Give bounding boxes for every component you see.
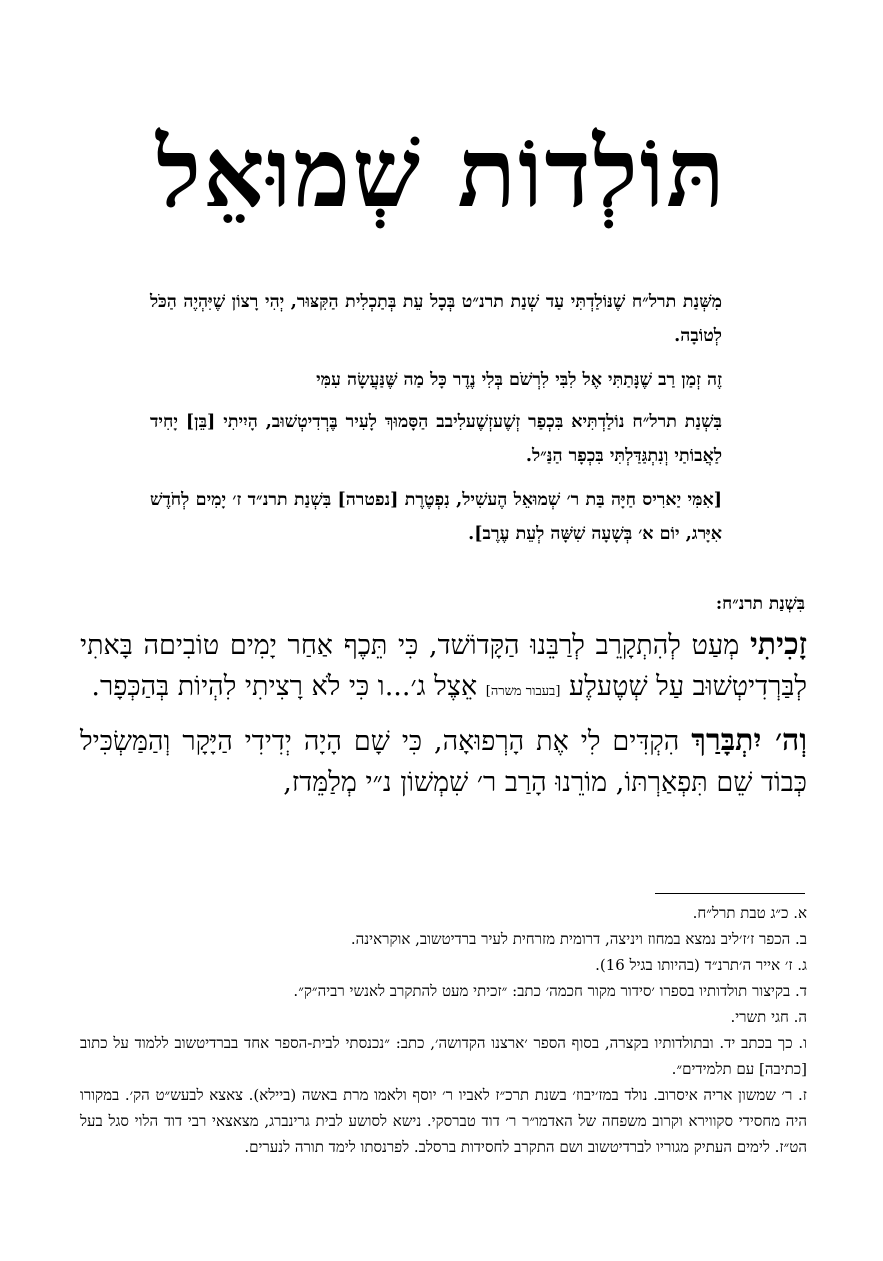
body-text-span: הִקְדִּים לִי אֶת הָרְפוּאָה, כִּי שָׁם הָיָה יְדִידִי הַיָּקָר וְהַמַּשְׂכִּיל כְּבוֹד שֵׁם תִּפְאַרְתּוֹ, מוֹרֵנוּ הָרַב ר׳ שִׁמְשׁוֹן נ״י מְלַמֵּדז, <box>80 726 807 798</box>
intro-paragraph: [אִמִּי יַארִיס חַיָּה בַּת ר׳ שְׁמוּאֵל הֶעשִׁיל, נִפְטֶרֶת [נפטרה] בִּשְׁנַת תרנ״ד ז׳ יָמִים לְחֹדֶשׁ אִיָּרג, יוֹם א׳ בְּשָׁעָה שִׁשָּׁה לְעֵת עֶרֶב]. <box>150 490 723 544</box>
body-paragraph <box>80 624 807 712</box>
lead-word: זָכִיתִי <box>749 627 807 662</box>
footnote: ב. הכפר ז׳ז׳ליב נמצא במחוז ויניצה, דרומית מזרחית לעיר ברדיטשוב, אוקראינה. <box>350 930 807 948</box>
lead-word: וְה׳ יִתְבָּרַךְ <box>691 723 807 758</box>
section-heading: בִּשְׁנַת תרנ״ח: <box>715 594 805 614</box>
footnote: ד. בקיצור תולדותיו בספרו ׳סידור מקור חכמה׳ כתב: ״זכיתי מעט להתקרב לאנשי רביה״ק״. <box>293 982 807 1000</box>
body-text-span: מְעַט לְהִתְקָרֵב לְרַבֵּנוּ הַקָּדוֹשׁד, כִּי תֵּכֶף אַחַר יָמִים טוֹבִיםה בָּאתִי לְבַּרְדִיטְשׁוּב עַל שְׁטֶעלֶע <box>80 630 807 702</box>
main-text <box>80 624 807 811</box>
intro-block <box>150 285 722 561</box>
body-paragraph <box>80 720 807 803</box>
intro-paragraph: מִשְּׁנַת תרל״ח שֶׁנּוֹלַדְתִּי עַד שְׁנַת תרנ״ט בְּכָל עֵת בְּתַכְלִית הַקִּצּוּר, יְהִי רָצוֹן שֶׁיִּהְיֶה הַכֹּל לְטוֹבָה. <box>150 292 722 346</box>
footnotes <box>80 900 807 1160</box>
intro-paragraph: בִּשְׁנַת תרל״ח נוֹלַדְתִּיא בִּכְפַר זְשֶׁעזְשֶׁעלִיבב הַסָּמוּךְ לָעִיר בֶּרְדִיטְשׁוּב, הָיִיתִי [בֵּן] יָחִיד לַאֲבוֹתַי וְנִתְגַּדַּלְתִּי בִּכְפָר הַנַּ״ל. <box>150 412 722 466</box>
page-title: תּוֹלְדוֹת שְׁמוּאֵל <box>156 116 727 229</box>
footnote: ה. חגי תשרי. <box>730 1008 807 1026</box>
intro-paragraph: זֶה זְמַן רַב שֶׁנָּתַתִּי אֶל לִבִּי לִרְשֹׁם בְּלִי נֶדֶר כָּל מַה שֶּׁנַּעֲשָׂה עִמִּי <box>316 370 722 390</box>
footnote: ג. ז׳ אייר ה׳תרנ״ד (בהיותו בגיל 16). <box>595 956 807 974</box>
footnote: ו. כך בכתב יד. ובתולדותיו בקצרה, בסוף הספר ׳ארצנו הקדושה׳, כתב: ״נכנסתי לבית-הספר אחד בברדיטשוב ללמוד על כתוב [כתיבה] עם תלמידים״. <box>80 1034 807 1078</box>
footnote: א. כ״ג טבת תרל״ח. <box>692 904 807 922</box>
body-text-span: אֵצֶל ג׳...ו כִּי לֹא רָצִיתִי לִהְיוֹת בְּהַכְּפָר. <box>91 671 486 702</box>
footnote-divider <box>655 893 805 894</box>
footnote: ז. ר׳ שמשון אריה איסרוב. נולד במז׳יבוז׳ בשנת תרכ״ז לאביו ר׳ יוסף ולאמו מרת באשה (ביילא). צאצא לבעש״ט הק׳. במקורו היה מחסידי סקווירא וקרוב משפחה של האדמו״ר ר׳ דוד טברסקי. נישא לסושע לבית גרינברג, מצאצאי רבי דוד הלוי סגל בעל הט״ז. לימים העתיק מגוריו לברדיטשוב ושם התקרב לחסידות ברסלב. לפרנסתו לימד תורה לנערים. <box>80 1086 807 1156</box>
editorial-note: [בעבור משרה] <box>485 684 561 699</box>
